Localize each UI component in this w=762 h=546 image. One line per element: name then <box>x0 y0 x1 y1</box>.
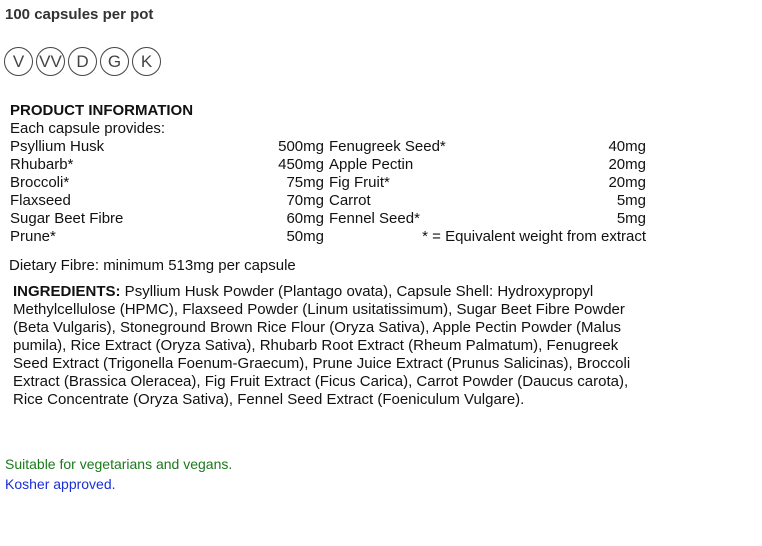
dairy-free-badge-icon: D <box>68 47 97 76</box>
vegan-badge-icon: VV <box>36 47 65 76</box>
ingredients-text: Psyllium Husk Powder (Plantago ovata), Capsule Shell: Hydroxypropyl Methylcellulose (HPMC), Flaxseed Powder (Linum usitatissimum), Sugar Beet Fibre Powder (Beta Vulgaris), Stoneground Brown Rice Flour (Oryza Sativa), Apple Pectin Powder (Malus pumila), Rice Extract (Oryza Sativa), Rhubarb Root Extract (Rheum Palmatum), Fenugreek Seed Extract (Trigonella Foenum-Graecum), Prune Juice Extract (Prunus Salicinas), Broccoli Extract (Brassica Oleracea), Fig Fruit Extract (Ficus Carica), Carrot Powder (Daucus carota), Rice Concentrate (Oryza Sativa), Fennel Seed Extract (Foeniculum Vulgare). <box>13 283 631 408</box>
nutrient-row <box>10 192 650 210</box>
nutrient-row <box>10 156 650 174</box>
nutrient-name: Rhubarb* <box>10 156 74 173</box>
nutrient-amount: * = Equivalent weight from extract <box>422 228 646 245</box>
nutrient-row <box>10 138 650 156</box>
product-information <box>10 102 650 246</box>
nutrient-amount: 75mg <box>286 174 324 191</box>
nutrient-amount: 500mg <box>278 138 324 155</box>
kosher-note: Kosher approved. <box>5 476 116 492</box>
ingredients-section <box>13 283 653 409</box>
gluten-free-badge-icon: G <box>100 47 129 76</box>
nutrient-amount: 70mg <box>286 192 324 209</box>
vegetarian-note: Suitable for vegetarians and vegans. <box>5 456 233 472</box>
nutrient-name: Flaxseed <box>10 192 71 209</box>
nutrient-amount: 50mg <box>286 228 324 245</box>
nutrient-table <box>10 138 650 246</box>
nutrient-amount: 20mg <box>608 156 646 173</box>
nutrient-name: Psyllium Husk <box>10 138 105 155</box>
ingredients-label: INGREDIENTS: <box>13 283 121 300</box>
nutrient-name: Sugar Beet Fibre <box>10 210 124 227</box>
product-information-title: PRODUCT INFORMATION <box>10 102 194 119</box>
dietary-badges <box>4 47 161 76</box>
nutrient-name: Fennel Seed* <box>329 210 420 227</box>
nutrient-name: Broccoli* <box>10 174 70 191</box>
product-information-subtitle: Each capsule provides: <box>10 120 166 137</box>
dietary-fibre-text: Dietary Fibre: minimum 513mg per capsule <box>9 257 296 274</box>
nutrient-amount: 40mg <box>608 138 646 155</box>
nutrient-amount: 20mg <box>608 174 646 191</box>
nutrient-amount: 5mg <box>616 192 646 209</box>
nutrient-name: Carrot <box>329 192 371 209</box>
nutrient-row <box>10 210 650 228</box>
nutrient-name: Fenugreek Seed* <box>329 138 446 155</box>
nutrient-amount: 450mg <box>278 156 324 173</box>
nutrient-name: Fig Fruit* <box>329 174 390 191</box>
pack-size-heading: 100 capsules per pot <box>5 6 154 23</box>
nutrient-amount: 60mg <box>286 210 324 227</box>
nutrient-amount: 5mg <box>616 210 646 227</box>
nutrient-row <box>10 228 650 246</box>
nutrient-name: Apple Pectin <box>329 156 414 173</box>
vegetarian-badge-icon: V <box>4 47 33 76</box>
nutrient-row <box>10 174 650 192</box>
nutrient-name: Prune* <box>10 228 56 245</box>
kosher-badge-icon: K <box>132 47 161 76</box>
